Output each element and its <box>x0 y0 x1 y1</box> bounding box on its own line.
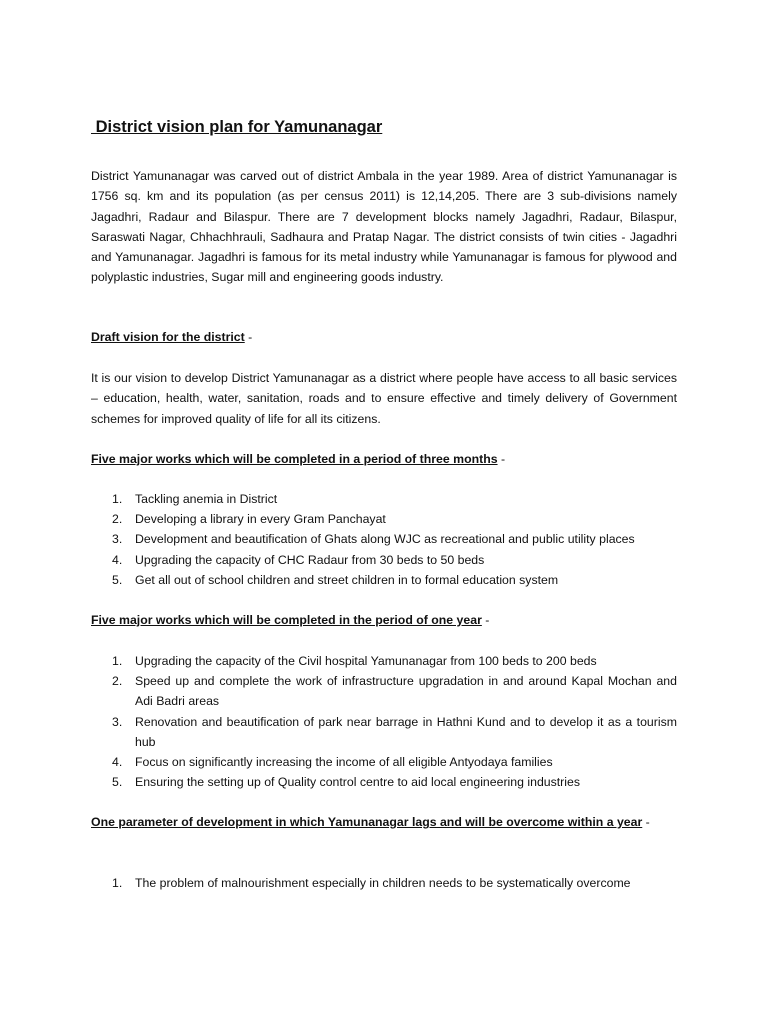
list-item <box>91 570 677 590</box>
one-year-heading-suffix: - <box>481 613 490 627</box>
three-months-heading-suffix: - <box>497 452 506 466</box>
list-item-number: 3. <box>112 714 123 729</box>
list-item-text: Development and beautification of Ghats along WJC as recreational and public utility places <box>135 532 635 547</box>
lag-parameter-heading-suffix: - <box>642 815 650 829</box>
one-year-heading <box>91 610 677 630</box>
list-item <box>91 752 677 772</box>
list-item-number: 2. <box>112 512 123 527</box>
lag-parameter-heading <box>91 811 677 833</box>
list-item-number: 3. <box>112 532 123 547</box>
list-item-number: 5. <box>112 775 123 790</box>
list-item-text: Renovation and beautification of park near barrage in Hathni Kund and to develop it as a tourism hub <box>135 714 677 749</box>
list-item-number: 4. <box>112 552 123 567</box>
three-months-heading <box>91 449 677 469</box>
draft-vision-heading <box>91 327 677 347</box>
list-item <box>91 489 677 509</box>
list-item-text: Upgrading the capacity of the Civil hospital Yamunanagar from 100 beds to 200 beds <box>135 654 597 668</box>
list-item <box>91 529 677 549</box>
draft-vision-paragraph: It is our vision to develop District Yamunanagar as a district where people have access to all basic services – education, health, water, sanitation, roads and to ensure effective and timely delivery of Government schemes for improved quality of life for all its citizens. <box>91 371 677 426</box>
list-item <box>91 550 677 570</box>
list-item-text: Speed up and complete the work of infrastructure upgradation in and around Kapal Mochan and Adi Badri areas <box>135 674 677 709</box>
one-year-list <box>91 651 677 792</box>
list-item-number: 2. <box>112 674 123 689</box>
list-item-number: 5. <box>112 572 123 587</box>
list-item <box>91 509 677 529</box>
list-item-number: 1. <box>112 876 123 890</box>
three-months-list <box>91 489 677 590</box>
one-year-heading-text: Five major works which will be completed in the period of one year <box>91 613 482 627</box>
draft-vision-heading-text: Draft vision for the district <box>91 330 245 344</box>
list-item <box>91 651 677 671</box>
list-item-text: Focus on significantly increasing the income of all eligible Antyodaya families <box>135 755 553 770</box>
draft-vision-heading-suffix: - <box>244 330 253 344</box>
intro-paragraph: District Yamunanagar was carved out of district Ambala in the year 1989. Area of district Yamunanagar is 1756 sq. km and its population (as per census 2011) is 12,14,205. There are 3 sub-divisions namely Jagadhri, Radaur and Bilaspur. There are 7 development blocks namely Jagadhri, Radaur, Bilaspur, Saraswati Nagar, Chhachhrauli, Sadhaura and Pratap Nagar. The district consists of twin cities - Jagadhri and Yamunanagar. Jagadhri is famous for its metal industry while Yamunanagar is famous for plywood and polyplastic industries, Sugar mill and engineering goods industry. <box>91 169 677 285</box>
list-item-text: Tackling anemia in District <box>135 492 278 506</box>
list-item-text: Ensuring the setting up of Quality control centre to aid local engineering industries <box>135 775 580 790</box>
list-item-text: Get all out of school children and street children in to formal education system <box>135 572 559 587</box>
lag-parameter-list <box>91 873 677 893</box>
list-item <box>91 873 677 893</box>
lag-parameter-heading-text: One parameter of development in which Yamunanagar lags and will be overcome within a year <box>91 815 643 829</box>
list-item <box>91 772 677 792</box>
document-title: District vision plan for Yamunanagar <box>91 118 383 136</box>
list-item-number: 4. <box>112 755 123 770</box>
list-item <box>91 712 677 752</box>
list-item-text: Developing a library in every Gram Panchayat <box>135 512 386 527</box>
list-item-text: The problem of malnourishment especially in children needs to be systematically overcome <box>135 876 631 890</box>
list-item-text: Upgrading the capacity of CHC Radaur from 30 beds to 50 beds <box>135 552 485 567</box>
list-item <box>91 671 677 711</box>
three-months-heading-text: Five major works which will be completed in a period of three months <box>91 452 498 466</box>
list-item-number: 1. <box>112 654 123 668</box>
list-item-number: 1. <box>112 492 123 506</box>
